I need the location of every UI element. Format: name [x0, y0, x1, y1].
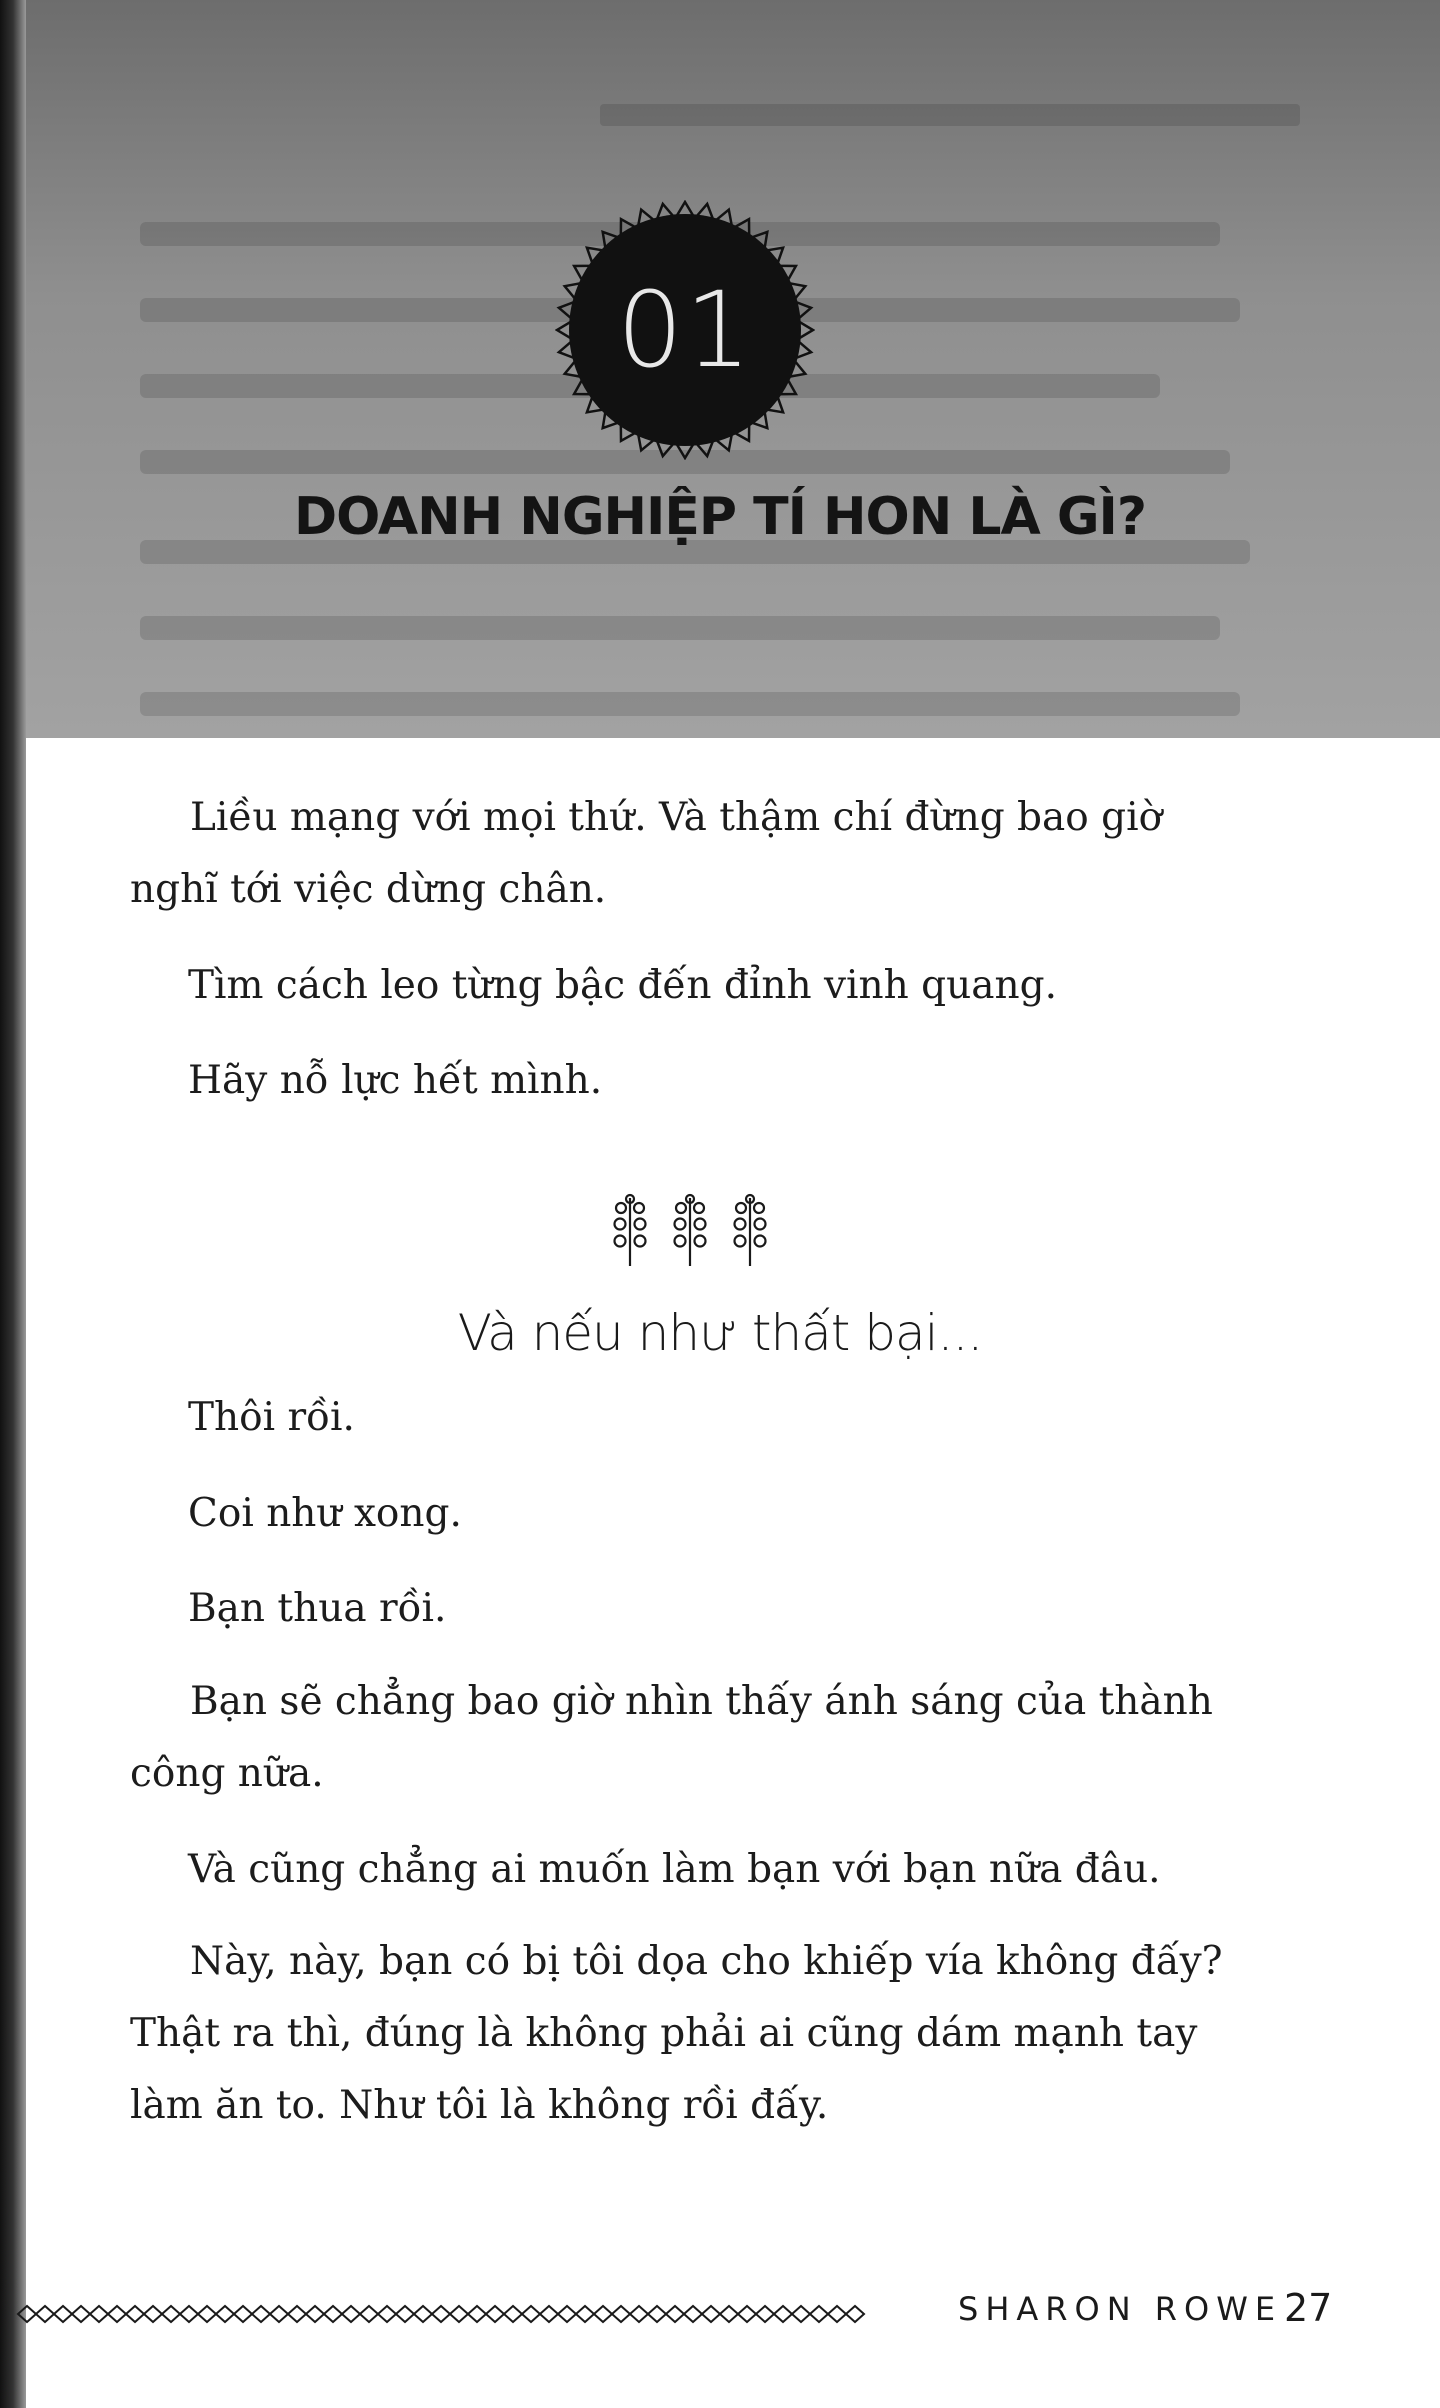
- footer-author-name: SHARON ROWE: [958, 2290, 1283, 2328]
- paragraph: Hãy nỗ lực hết mình.: [188, 1058, 603, 1103]
- footer-diamond-border: [14, 2292, 884, 2336]
- chapter-number-badge: [555, 200, 815, 460]
- sprig-icon: [735, 1195, 766, 1266]
- paragraph: Thôi rồi.: [188, 1395, 355, 1440]
- paragraph: Bạn sẽ chẳng bao giờ nhìn thấy ánh sáng của thành công nữa.: [130, 1679, 1213, 1796]
- paragraph: Bạn thua rồi.: [188, 1586, 447, 1631]
- paragraph: Này, này, bạn có bị tôi dọa cho khiếp vía không đấy? Thật ra thì, đúng là không phải ai cũng dám mạnh tay làm ăn to. Như tôi là không rồi đấy.: [130, 1939, 1223, 2128]
- paragraph: Coi như xong.: [188, 1491, 462, 1536]
- section-divider-ornament: [600, 1192, 780, 1272]
- page-binding-edge: [0, 0, 26, 2408]
- sprig-icon: [615, 1195, 646, 1266]
- page-number: 27: [1284, 2286, 1333, 2330]
- chapter-title: DOANH NGHIỆP TÍ HON LÀ GÌ?: [293, 487, 1147, 547]
- chapter-number: 01: [616, 269, 754, 391]
- paragraph: Và cũng chẳng ai muốn làm bạn với bạn nữa đâu.: [188, 1847, 1161, 1892]
- section-subheading: Và nếu như thất bại...: [457, 1304, 983, 1362]
- chapter-header-band: [0, 0, 1440, 738]
- sprig-icon: [675, 1195, 706, 1266]
- paragraph: Tìm cách leo từng bậc đến đỉnh vinh quang.: [188, 963, 1057, 1008]
- paragraph: Liều mạng với mọi thứ. Và thậm chí đừng bao giờ nghĩ tới việc dừng chân.: [130, 795, 1163, 912]
